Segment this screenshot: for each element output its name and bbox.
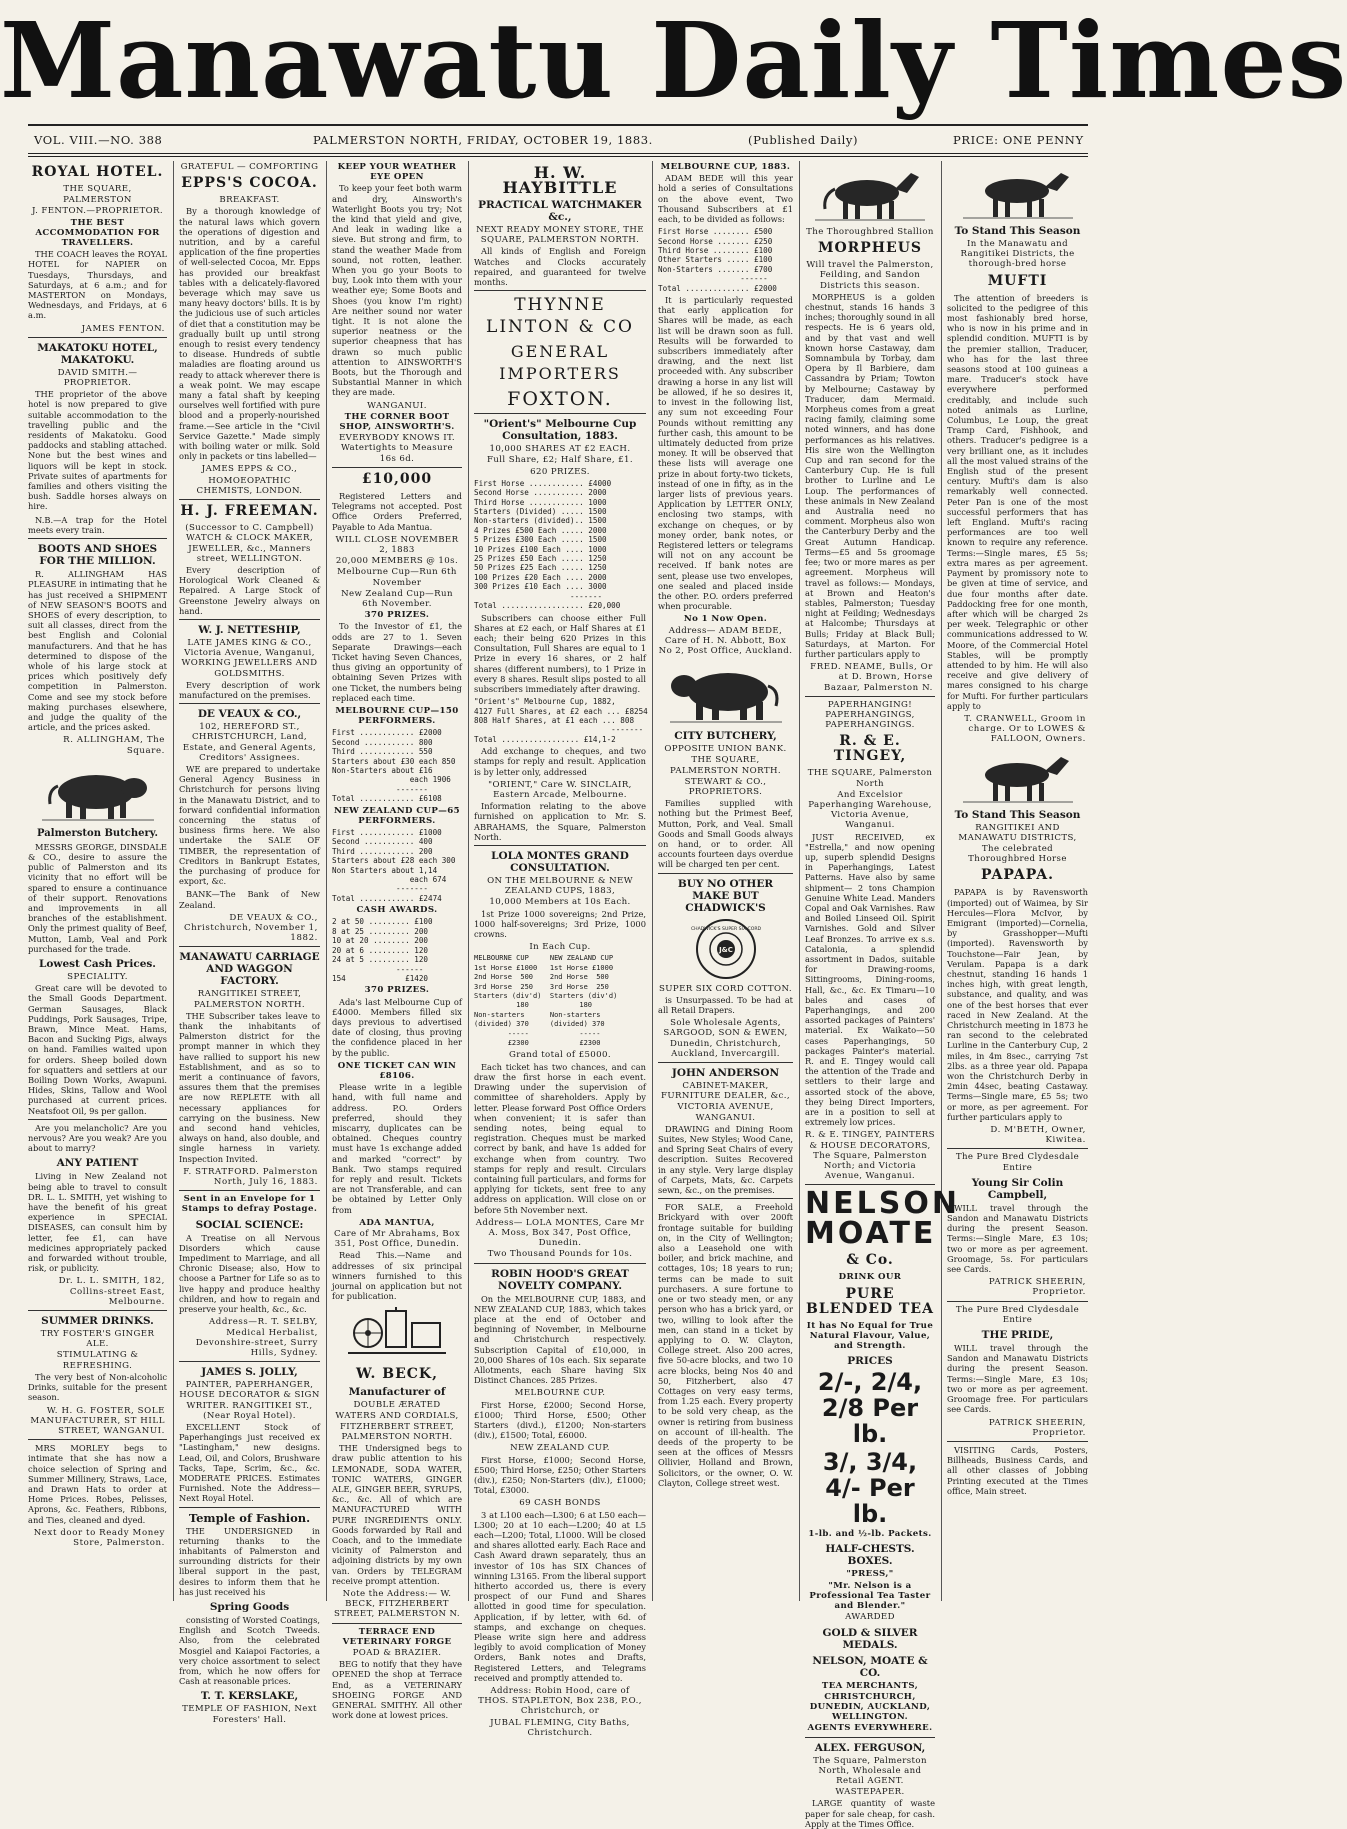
nelson-body: It has No Equal for True Natural Flavour, Value, and Strength.	[806, 1320, 934, 1352]
lola-montes-table: MELBOURNE CUP NEW ZEALAND CUP 1st Horse £1000 1st Horse £1000 2nd Horse 500 2nd Horse 500 3rd Horse 250 3rd Horse 250 Starters (div'd) Starters (div'd) 180 180 Non-starters Non-starters (divided) 370 (divided) 370 ----- ----- £2300 £2300	[474, 954, 618, 1048]
the-pride: THE PRIDE,	[981, 1329, 1054, 1342]
masthead-title: Manawatu Daily Times	[0, 0, 1347, 122]
two-thousand-pounds: Two Thousand Pounds for 10s.	[487, 1249, 633, 1260]
beck-signature: Note the Address:— W. BECK, FITZHERBERT STREET, PALMERSTON N.	[333, 1589, 461, 1620]
mufti-body: The attention of breeders is solicited to the pedigree of this most fashionably bred horse, who is now in his prime and in splendid condition. MUFTI is by the premier stallion, Traducer, who has for the last three seasons stood at 100 guineas a mare. Traducer's stock have everywhere performed creditably, and include such noted animals as Lurline, Columbus, Le Loup, the great Tramp Card, Fishhook, and others. Traducer's pedigree is a very brilliant one, as it includes all the most valued strains of the English stud of the present century. Mufti's dam is also remarkably well connected. Peter Pan is one of the most successful performers that has left England. Mufti's racing performances are too well known to require any reference. Terms:—Single mares, £5 5s; extra mares as per agreement. Payment by promissory note to be given at time of service, and due four months after date. Paddocking free for one month, after which will be charged 2s per week. Telegraphic or other communications addressed to W. Moore, of the Commercial Hotel Stables, will be promptly attended to by him. He will also receive and give delivery of mares consigned to his charge for Mufti. For further particulars apply to	[947, 292, 1088, 711]
thynne-linton-sub: GENERAL IMPORTERS	[499, 342, 621, 384]
kerslake-signature: T. T. KERSLAKE,	[200, 1690, 299, 1703]
sweep-body: Registered Letters and Telegrams not accepted. Post Office Orders Preferred, Payable to Ada Mantua.	[332, 490, 462, 532]
columns	[28, 161, 1088, 1829]
ox-illustration-icon	[666, 660, 786, 726]
orient-shares: 10,000 SHARES AT £2 EACH.	[489, 444, 631, 455]
wastepaper-title: WASTEPAPER.	[835, 1787, 905, 1798]
morpheus-title: MORPHEUS	[817, 240, 923, 257]
nelson-awarded: AWARDED	[845, 1612, 895, 1623]
nelson-prices-2: 3/, 3/4, 4/- Per lb.	[822, 1448, 918, 1529]
divider	[947, 1301, 1088, 1302]
column-2	[179, 161, 320, 1725]
jolly-sub: PAINTER, PAPERHANGER, HOUSE DECORATOR & SIGN WRITER. RANGITIKEI ST., (Near Royal Hotel).	[179, 1380, 320, 1421]
pride-signature: PATRICK SHEERIN, Proprietor.	[988, 1417, 1086, 1438]
adam-bede-table: First Horse ........ £500 Second Horse ....... £250 Third Horse ........ £100 Other Starters ..... £100 Non-Starters ....... £700 ------ Total .............. £2000	[658, 227, 777, 293]
column-3	[332, 161, 462, 1721]
nelson-moate-co: & Co.	[846, 1252, 894, 1269]
butchery-speciality: SPECIALITY.	[67, 971, 128, 982]
divider	[474, 413, 646, 414]
beck-title: W. BECK,	[356, 1366, 438, 1383]
makatoku-hotel-title: MAKATOKU HOTEL, MAKATOKU.	[37, 341, 158, 366]
city-butchery-body: Families supplied with nothing but the Primest Beef, Mutton, Pork, and Veal. Small Goods and Small Goods always on hand, or to order. All accounts fourteen days overdue will be charged ten per cent.	[658, 798, 793, 870]
city-butchery-address: THE SQUARE, PALMERSTON NORTH.	[669, 755, 781, 776]
nelson-medals: GOLD & SILVER MEDALS.	[822, 1626, 918, 1651]
sweep-cash-awards: CASH AWARDS.	[356, 905, 438, 916]
column-rule	[173, 161, 174, 1601]
patient-title: ANY PATIENT	[56, 1157, 139, 1170]
lola-montes-members: 10,000 Members at 10s Each.	[489, 897, 631, 908]
epps-body: By a thorough knowledge of the natural laws which govern the operations of digestion and nutrition, and by a careful application of the fine properties of well-selected Cocoa, Mr. Epps has provided our breakfast tables with a delicately-flavored beverage which may save us many heavy doctors' bills. It is by the judicious use of such articles of diet that a constitution may be gradually built up until strong enough to resist every tendency to disease. Hundreds of subtle maladies are floating around us ready to attack wherever there is a weak point. We may escape many a fatal shaft by keeping ourselves well fortified with pure blood and a properly-nourished frame.—See article in the "Civil Service Gazette." Made simply with boiling water or milk. Sold only in packets or tins labelled—	[179, 206, 320, 462]
wastepaper-body: LARGE quantity of waste paper for sale cheap, for cash. Apply at the Times Office.	[805, 1798, 935, 1829]
city-butchery-proprietors: STEWART & CO., PROPRIETORS.	[684, 776, 767, 797]
divider	[947, 1441, 1088, 1442]
horse-illustration-2-icon	[959, 749, 1077, 805]
tingey-signature: R. & E. TINGEY, PAINTERS & HOUSE DECORATORS, The Square, Palmerston North; and Victoria Avenue, Wanganui.	[805, 1130, 935, 1182]
divider	[179, 1507, 320, 1508]
nelson-press: "PRESS,"	[846, 1569, 894, 1580]
stand-season-sub: In the Manawatu and Rangitikei Districts, the thorough-bred horse	[960, 239, 1075, 270]
deveaux-bank: BANK—The Bank of New Zealand.	[179, 889, 320, 910]
tingey-body: JUST RECEIVED, ex "Estrella," and now opening up, superb splendid Designs in Paperhangings, Latest Patterns. Have also by same shipment— 2 tons Champion Genuine White Lead. Manders Copal and Oak Varnishes. Raw and Boiled Linseed Oil. Spirit Varnishes. Gold and Silver Leaf Bronzes. To arrive ex s.s. Catalonia, a splendid assortment in Dados, suitable for Drawing-rooms, Sittingrooms, Dining-rooms, Hall, &c., &c. Ex Timaru—10 bales and cases of Paperhangings, and 200 assorted packages of Painters' material. Ex Waikato—50 cases Paperhangings, 50 packages Painter's material. R. and E. Tingey would call the attention of the Trade and settlers to their large and assorted stock of the above, they being Direct Importers, are in a position to sell at extremely low prices.	[805, 831, 935, 1128]
column-rule	[326, 161, 327, 1601]
thynne-linton-title: THYNNE LINTON & CO	[486, 295, 634, 338]
chadwicks-seal-icon	[690, 918, 761, 980]
carriage-factory-body: THE Subscriber takes leave to thank the inhabitants of Palmerston district for the prompt manner in which they have rallied to support his new Establishment, and as so to merit a continuance of favors, assures them that the premises are now REPLETE with all necessary appliances for carrying on the business. New and second hand vehicles, always on hand, also double, and single harness in variety. Inspection Invited.	[179, 1010, 320, 1164]
divider	[28, 1439, 167, 1440]
orient-1882-table: "Orient's" Melbourne Cup, 1882, 4127 Full Shares, at £2 each ... £8254 808 Half Shares, at £1 each ... 808 ------- Total ................. £14,1-2	[474, 697, 648, 744]
divider	[658, 1198, 793, 1199]
sweep-melbourne-cup: Melbourne Cup—Run 6th November	[337, 567, 457, 588]
nelson-chests: HALF-CHESTS. BOXES.	[825, 1543, 915, 1568]
haybittle-title: H. W. HAYBITTLE	[502, 163, 618, 197]
jolly-title: JAMES S. JOLLY,	[201, 1366, 298, 1379]
robin-hood-body-2: First Horse, £2000; Second Horse, £1000; Third Horse, £500; Other Starters (divd.), £1200; Non-starters (div.), £1500; Total, £6000.	[474, 1399, 646, 1441]
orient-body-3: Information relating to the above furnished on application to Mr. S. ABRAHAMS, the Square, Palmerston North.	[474, 801, 646, 842]
divider	[179, 946, 320, 947]
butchery-body: MESSRS GEORGE, DINSDALE & CO., desire to assure the public of Palmerston and its vicinity that no effort will be spared to ensure a continuance of their support. Renovations and improvements in all branches of the establishment. Only the primest quality of Beef, Mutton, Lamb, Veal and Pork purchased for the trade.	[28, 841, 167, 954]
anderson-sub: CABINET-MAKER, FURNITURE DEALER, &c.,	[660, 1081, 791, 1102]
papapa-body: PAPAPA is by Ravensworth (imported) out of Waimea, by Sir Hercules—Flora McIvor, by Emigrant (imported)—Cornelia, by Grasshopper—Mufti (imported). Ravensworth by Touchstone—Fair Jean, by Verulam. Papapa is a dark chestnut, standing 16 hands 1 inches high, with great length, substance, and quality, and was one of the best horses that ever raced in New Zealand. At the Christchurch meeting in 1873 he ran second to the celebrated Lurline in the Canterbury Cup, 2 miles, in 4m 8sec., carrying 7st 2lbs. as a three year old. Papapa won the Christchurch Derby in 2min 44sec, beating Castaway. Terms—Single mare, £5 5s; two or more, as per agreement. For further particulars apply to	[947, 887, 1088, 1122]
royal-hotel-body: THE COACH leaves the ROYAL HOTEL for NAPIER on Tuesdays, Thursdays, and Saturdays, at 6 a.m.; and for MASTERTON on Mondays, Wednesdays, and Fridays, at 6 a.m.	[28, 249, 167, 321]
sweep-prizes: 370 PRIZES.	[364, 610, 430, 621]
freeman-sub: (Successor to C. Campbell) WATCH & CLOCK MAKER, JEWELLER, &c., Manners street, WELLINGTON.	[185, 523, 314, 564]
pride-body: WILL travel through the Sandon and Manawatu Districts during the present Season. Terms:—Single Mare, £3 10s; two or more as per agreement. Groomage free. For particulars see Cards.	[947, 1343, 1088, 1415]
adam-bede-body-2: It is particularly requested that early application for Shares will be made, as each list will be drawn soon as full. Results will be forwarded to subscribers immediately after drawing, and the next list proceeded with. Any subscriber drawing a horse in any list will be allowed, if he so desires it, to invest in the following list, any sum not exceeding Four Pounds without remitting any further cash, this amount to be ultimately deducted from prize money. It will be observed that these lists will average one prize in about forty-two tickets, instead of one in fifty, as in the larger lists of previous years. Application by LETTER ONLY, enclosing two stamps, with exchange on cheques, or by money order, bank notes, or Registered letters or telegrams will not on any account be received. If bank notes are sent, please use two envelopes, one sealed and placed inside the other. P.O. orders preferred when procurable.	[658, 295, 793, 612]
column-rule	[652, 161, 653, 1601]
fashion-body: THE UNDERSIGNED in returning thanks to the inhabitants of Palmerston and surrounding districts for their liberal support in the past, desires to inform them that he has just received his	[179, 1525, 320, 1597]
stand-season-2-sub-2: The celebrated Thoroughbred Horse	[968, 843, 1067, 865]
orient-body: Subscribers can choose either Full Shares at £2 each, or Half Shares at £1 each; their being 620 Prizes in this Consultation, Full Shares are equal to 1 Prize in every 16 shares, or 2 half shares (different numbers), to 1 Prize in every 8 shares. Result slips posted to all subscribers immediately after drawing.	[474, 612, 646, 694]
divider	[28, 1310, 167, 1311]
makatoku-note: N.B.—A trap for the Hotel meets every train.	[28, 514, 167, 535]
divider	[658, 873, 793, 874]
divider	[658, 1062, 793, 1063]
freeman-title: H. J. FREEMAN.	[180, 503, 319, 520]
papapa-title: PAPAPA.	[981, 867, 1054, 884]
sweep-nz-cup: New Zealand Cup—Run 6th November.	[341, 588, 453, 609]
chadwicks-title: BUY NO OTHER MAKE BUT CHADWICK'S	[677, 877, 774, 914]
haybittle-body: All kinds of English and Foreign Watches and Clocks accurately repaired, and guaranteed for twelve months.	[474, 246, 646, 288]
adam-bede-signature: Address— ADAM BEDE, Care of H. N. Abbott, Box No 2, Post Office, Auckland.	[658, 625, 793, 656]
carriage-factory-title: MANAWATU CARRIAGE AND WAGGON FACTORY.	[179, 951, 320, 988]
haybittle-address: NEXT READY MONEY STORE, THE SQUARE, PALMERSTON NORTH.	[476, 225, 644, 246]
carriage-factory-sub: RANGITIKEI STREET, PALMERSTON NORTH.	[193, 989, 305, 1010]
chadwicks-sub: SUPER SIX CORD COTTON.	[658, 983, 793, 994]
kerslake-signature-2: TEMPLE OF FASHION, Next Foresters' Hall.	[182, 1704, 317, 1725]
boots-signature: R. ALLINGHAM, The Square.	[63, 735, 165, 756]
adam-bede-body: ADAM BEDE will this year hold a series of Consultations on the above event, Two Thousand Subscribers at £1 each, to be divided as follows:	[658, 173, 793, 225]
sweep-nz-table: First ............ £1000 Second ........... 400 Third ............ 200 Starters about £28 each 300 Non Starters about 1,14 each 674 ------- Total ............ £2474	[332, 828, 456, 903]
price: PRICE: ONE PENNY	[953, 133, 1084, 147]
deveaux-body: WE are prepared to undertake General Agency Business in Christchurch for persons living in the Manawatu District, and to forward confidential information concerning the status of business firms here. We also undertake the SALE OF TIMBER, the representation of Creditors in Bankrupt Estates, the purchasing of produce for export, &c.	[179, 763, 320, 887]
forge-body: BEG to notify that they have OPENED the shop at Terrace End, as a VETERINARY SHOEING FORGE AND GENERAL SMITHY. All other work done at lowest prices.	[332, 1659, 462, 1721]
nelson-packets: 1-lb. and ½-lb. Packets.	[808, 1529, 932, 1540]
divider	[474, 290, 646, 291]
butchery-lowest-prices: Lowest Cash Prices.	[39, 957, 156, 970]
papapa-signature: D. M'BETH, Owner, Kiwitea.	[990, 1125, 1086, 1146]
adam-bede-open: No 1 Now Open.	[683, 614, 768, 625]
masthead-rule	[28, 124, 1088, 126]
epps-tagline: GRATEFUL — COMFORTING	[180, 162, 319, 172]
carriage-factory-signature: F. STRATFORD. Palmerston North, July 16, 1883.	[183, 1166, 318, 1188]
dateline	[28, 129, 1088, 151]
seal-center-text: J&C	[718, 945, 733, 954]
pride-title: The Pure Bred Clydesdale Entire	[955, 1304, 1080, 1325]
divider	[179, 1190, 320, 1191]
royal-hotel-sub: THE SQUARE,	[63, 184, 132, 194]
nelson-pure-tea: PURE BLENDED TEA	[806, 1285, 934, 1317]
melbourne-cup-title: MELBOURNE CUP, 1883.	[660, 162, 791, 172]
makatoku-body: THE proprietor of the above hotel is now prepared to give suitable accommodation to the travelling public and the residents of Makatoku. Good paddocks and stabling attached. None but the best wines and liquors will be kept in stock. Private suites of apartments for families and others visiting the bush. Saddle horses always on hire.	[28, 389, 167, 512]
tingey-sub-2: And Excelsior Paperhanging Warehouse, Victoria Avenue, Wanganui.	[808, 789, 932, 831]
mufti-signature: T. CRANWELL, Groom in charge. Or to LOWES & FALLOON, Owners.	[964, 713, 1086, 745]
freeman-body: Every description of Horological Work Cleaned & Repaired. A Large Stock of Greenstone Jewelry always on hand.	[179, 564, 320, 616]
jolly-body: EXCELLENT Stock of Paperhangings just received ex "Lastingham," new designs. Lead, Oil, and Colors, Brushware Tacks, Tape, Scrim, &c., &c. MODERATE PRICES. Estimates Furnished. Note the Address—Next Royal Hotel.	[179, 1421, 320, 1504]
mufti-title: MUFTI	[987, 272, 1048, 289]
stand-season-title: To Stand This Season	[954, 225, 1081, 237]
robin-hood-body: On the MELBOURNE CUP, 1883, and NEW ZEALAND CUP, 1883, which takes place at the end of October and beginning of November, in Melbourne and Christchurch respectively. Subscription Capital of £10,000, in 20,000 Shares of 10s each. Six separate Allotments, each Share having Six Distinct Chances. 285 Prizes.	[474, 1293, 646, 1386]
lola-montes-sub: ON THE MELBOURNE & NEW ZEALAND CUPS, 1883,	[487, 876, 633, 897]
social-science-title: SOCIAL SCIENCE:	[195, 1218, 304, 1231]
patient-body: Living in New Zealand not being able to travel to consult DR. L. L. SMITH, yet wishing to have the benefit of his great experience in SPECIAL DISEASES, can consult him by letter, fee £1, can have medicines appropriately packed and forwarded without trouble, risk, or publicity.	[28, 1171, 167, 1274]
horse-illustration-icon	[959, 165, 1077, 221]
lola-montes-body: 1st Prize 1000 sovereigns; 2nd Prize, 1000 half-sovereigns; 3rd Prize, 1000 crowns.	[474, 908, 646, 940]
orient-title: "Orient's" Melbourne Cup Consultation, 1883.	[483, 418, 637, 443]
epps-cocoa-title: EPPS'S COCOA.	[181, 175, 318, 192]
sweep-body-2: To the Investor of £1, the odds are 27 to 1. Seven Separate Drawings—each Ticket having Seven Chances, thus giving an opportunity of obtaining Seven Prizes with one Ticket, the numbers being replaced each time.	[332, 621, 462, 703]
column-rule	[468, 161, 469, 1601]
patient-signature: Dr. L. L. SMITH, 182, Collins-street East, Melbourne.	[58, 1276, 165, 1307]
orient-prizes: 620 PRIZES.	[530, 466, 590, 477]
sweep-melbourne-table: First ............ £2000 Second ........... 800 Third ............ 550 Starters about £30 each 850 Non-Starters about £16 each 1906 ------- Total ............ £6108	[332, 728, 456, 804]
epps-signature: JAMES EPPS & CO.,	[201, 464, 298, 475]
ada-mantua-signature: ADA MANTUA,	[359, 1217, 435, 1228]
robin-hood-signature: Address: Robin Hood, care of THOS. STAPLETON, Box 238, P.O., Christchurch, or	[478, 1686, 642, 1717]
divider	[28, 538, 167, 539]
volume-number: VOL. VIII.—NO. 388	[34, 133, 163, 147]
beck-address: FITZHERBERT STREET, PALMERSTON NORTH.	[339, 1421, 455, 1443]
sweep-members: 20,000 MEMBERS @ 10s.	[335, 556, 459, 567]
lola-montes-signature: Address— LOLA MONTES, Care Mr A. Moss, Box 347, Post Office, Dunedin.	[475, 1217, 645, 1249]
divider	[332, 1623, 462, 1624]
fountain-machine-illustration-icon	[342, 1305, 452, 1363]
divider	[179, 703, 320, 704]
clydesdale-signature: PATRICK SHEERIN, Proprietor.	[988, 1277, 1086, 1298]
morpheus-sub: Will travel the Palmerston, Feilding, and Sandon Districts this season.	[806, 260, 934, 291]
divider	[805, 696, 935, 697]
thynne-linton-foxton: FOXTON.	[507, 388, 613, 411]
orient-body-2: Add exchange to cheques, and two stamps for reply and result. Application is by letter only, addressed	[474, 746, 646, 777]
makatoku-proprietor: DAVID SMITH.—PROPRIETOR.	[57, 367, 138, 389]
orient-signature: "ORIENT," Care W. SINCLAIR, Eastern Arcade, Melbourne.	[488, 779, 632, 800]
wanganui-label: WANGANUI.	[367, 400, 427, 411]
robin-hood-cash-bonds: 69 CASH BONDS	[519, 1498, 601, 1509]
clydesdale-title: The Pure Bred Clydesdale Entire	[955, 1152, 1080, 1173]
sweep-body-4: Please write in a legible hand, with full name and address. P.O. Orders preferred, should they miscarry, duplicates can be obtained. Cheques country must have 1s exchange added and marked "correct" by Bank. Two stamps required for reply and result. Tickets are not Transferable, and can be obtained by Letter Only from	[332, 1082, 462, 1215]
summer-drinks-sub-2: STIMULATING & REFRESHING.	[56, 1350, 139, 1371]
sweep-close-date: WILL CLOSE NOVEMBER 2, 1883	[335, 534, 459, 555]
forge-proprietors: POAD & BRAZIER.	[352, 1648, 442, 1659]
dateline-rule	[28, 153, 1088, 154]
sweep-nz-performers: NEW ZEALAND CUP—65 PERFORMERS.	[333, 805, 461, 826]
nelson-merchants: TEA MERCHANTS,	[821, 1680, 919, 1691]
divider	[474, 845, 646, 846]
column-1	[28, 161, 167, 1601]
ferguson-sub: The Square, Palmerston North, Wholesale and Retail AGENT.	[813, 1755, 927, 1786]
epps-breakfast: BREAKFAST.	[219, 195, 280, 206]
chadwicks-body: is Unsurpassed. To be had at all Retail Drapers.	[658, 994, 793, 1016]
divider	[805, 1737, 935, 1738]
chadwicks-agents: Sole Wholesale Agents, SARGOOD, SON & EWEN, Dunedin, Christchurch, Auckland, Invercargill.	[663, 1018, 788, 1059]
city-butchery-title: CITY BUTCHERY,	[674, 730, 777, 743]
royal-hotel-signature: JAMES FENTON.	[81, 323, 165, 334]
morley-signature: Next door to Ready Money Store, Palmerston.	[33, 1527, 165, 1548]
divider	[179, 499, 320, 500]
lola-montes-each-cup: In Each Cup.	[529, 942, 591, 953]
robin-hood-body-3: First Horse, £1000; Second Horse, £500; Third Horse, £250; Other Starters (div.), £250; Non-Starters (div.), £1000; Total, £3000.	[474, 1454, 646, 1496]
column-5	[658, 161, 793, 1601]
weather-eye-title: KEEP YOUR WEATHER EYE OPEN	[337, 162, 457, 183]
tingey-title: R. & E. TINGEY,	[833, 733, 907, 765]
column-rule	[799, 161, 800, 1601]
sweep-cash-table: 2 at 50 ......... £100 8 at 25 ......... 200 10 at 20 ........ 200 20 at 6 ......... 120 24 at 5 ......... 120 ------ 154 £1420	[332, 917, 433, 983]
divider	[179, 1361, 320, 1362]
social-science-body: A Treatise on all Nervous Disorders which cause Impediment to Marriage, and all Chronic Disease; also, How to choose a Partner for Life so as to live happy and produce healthy children, and how to regain and preserve your health, &c., &c.	[179, 1232, 320, 1315]
divider	[332, 467, 462, 468]
palmerston-butchery-title: Palmerston Butchery.	[37, 827, 158, 839]
deveaux-signature: DE VEAUX & CO., Christchurch, November 1, 1882.	[183, 912, 318, 944]
morley-body: MRS MORLEY begs to intimate that she has now a choice selection of Spring and Summer Millinery, Straws, Lace, and Drawn Hats to order at Home Prices. Robes, Pelisses, Aprons, &c. Feathers, Ribbons, and Ties, cleaned and dyed.	[28, 1443, 167, 1525]
nelson-prices-label: PRICES	[847, 1355, 893, 1368]
sweep-370-prizes: 370 PRIZES.	[364, 985, 430, 996]
ada-mantua-address: Care of Mr Abrahams, Box 351, Post Office, Dunedin.	[334, 1228, 460, 1250]
nelson-agents: AGENTS EVERYWHERE.	[807, 1723, 933, 1734]
nelson-moate-title: NELSON MOATE	[805, 1186, 960, 1252]
orient-full-share: Full Share, £2; Half Share, £1.	[486, 455, 634, 466]
forge-title: TERRACE END VETERINARY FORGE	[342, 1626, 452, 1647]
divider	[805, 1184, 935, 1185]
nelson-cities: CHRISTCHURCH, DUNEDIN, AUCKLAND, WELLINGTON.	[809, 1691, 931, 1723]
anderson-body: DRAWING and Dining Room Suites, New Styles; Wood Cane, and Spring Seat Chairs of every description. Suites Recovered in any style. Very large display of Carpets, Mats, &c. Carpets sewn, &c., on the premises.	[658, 1123, 793, 1196]
morpheus-signature: FRED. NEAME, Bulls, Or at D. Brown, Horse Bazaar, Palmerston N.	[810, 662, 933, 693]
anderson-address: VICTORIA AVENUE, WANGANUI.	[677, 1102, 774, 1123]
summer-drinks-title: SUMMER DRINKS.	[41, 1315, 154, 1328]
morpheus-caption: The Thoroughbred Stallion	[806, 227, 934, 237]
seal-ring-text: CHADWICK'S SUPER SIX CORD	[690, 926, 761, 932]
summer-drinks-signature: W. H. G. FOSTER, SOLE MANUFACTURER, ST HILL STREET, WANGANUI.	[30, 1405, 165, 1436]
paperhanging-title: PAPERHANGING! PAPERHANGINGS, PAPERHANGINGS.	[825, 699, 915, 731]
summer-drinks-body: The very best of Non-alcoholic Drinks, suitable for the present season.	[28, 1371, 167, 1403]
city-butchery-opposite: OPPOSITE UNION BANK.	[664, 744, 787, 755]
lola-montes-body-2: Each ticket has two chances, and can draw the first horse in each event. Drawing under the supervision of committee of shareholders. Apply by letter. Please forward Post Office Orders when convenient; it is safer than sending notes, being equal to registration. Cheques must be marked correct by bank, and have 1s added for exchange when from country. Two stamps for reply and result. Circulars containing full particulars, and forms for applying for tickets, sent free to any address on application. Will close on or before 5th November next.	[474, 1061, 646, 1215]
sweep-body-3: Ada's last Melbourne Cup of £4000. Members filled six days previous to advertised date of closing, thus proving the confidence placed in her by the public.	[332, 996, 462, 1058]
weather-eye-body: To keep your feet both warm and dry, Ainsworth's Waterlight Boots you try; Not the kind that yield and give, And leak in wading like a sieve. But strong and firm, to stand the weather Made from sound, not rotten, leather. When you go your Boots to buy, Look into them with your weather eye; Some Boots and Shoes (you know I'm right) Are neither sound nor water tight. It is not alone the superior neatness or the superior cheapness that has drawn so much public attention to AINSWORTH'S Boots, but the Thorough and Substantial Manner in which they are made.	[332, 183, 462, 398]
fashion-body-2: consisting of Worsted Coatings, English and Scotch Tweeds. Also, from the celebrated Mosgiel and Kaiapoi Factories, a very choice assortment to select from, which he now offers for Cash at reasonable prices.	[179, 1614, 320, 1687]
column-4	[474, 161, 648, 1738]
stamps-note: Sent in an Envelope for 1 Stamps to defray Postage.	[181, 1194, 318, 1215]
nelson-prices-1: 2/-, 2/4, 2/8 Per lb.	[817, 1368, 923, 1449]
orient-prize-table: First Horse ............ £4000 Second Horse ........... 2000 Third Horse ............ 1000 Starters (Divided) ..... 1500 Non-starters (divided).. 1500 4 Prizes £500 Each ..... 2000 5 Prizes £300 Each ..... 1500 10 Prizes £100 Each .... 1000 25 Prizes £50 Each ..... 1250 50 Prizes £25 Each ..... 1250 100 Prizes £20 Each .... 2000 300 Prizes £10 Each .... 3000 ------- Total .................. £20,000	[474, 478, 621, 611]
ferguson-title: ALEX. FERGUSON,	[814, 1741, 926, 1754]
sweep-amount: £10,000	[361, 470, 433, 487]
royal-hotel-proprietor: J. FENTON.—PROPRIETOR.	[31, 206, 164, 217]
divider	[947, 1148, 1088, 1149]
beck-manufacturer: Manufacturer of	[348, 1386, 446, 1399]
royal-hotel-sub: PALMERSTON	[63, 195, 132, 206]
clydesdale-body: WILL travel through the Sandon and Manawatu Districts during the present Season. Terms:—Single Mare, £3 10s; two or more as per agreement. Groomage, 5s. For particulars see Cards.	[947, 1202, 1088, 1275]
butchery-body-2: Great care will be devoted to the Small Goods Department. German Sausages, Black Puddings, Pork Sausages, Tripe, Brawn, Mince Meat. Hams, Bacon and Sucking Pigs, always on hand. Families waited upon for orders. Sheep boiled down for squatters and settlers at our Boiling Down Works, Awapuni. Hides, Skins, Tallow and Wool purchased at current prices. Neatsfoot Oil, 9s per gallon.	[28, 983, 167, 1116]
published-daily: (Published Daily)	[748, 133, 859, 147]
divider	[474, 1263, 646, 1264]
royal-hotel-title: ROYAL HOTEL.	[31, 164, 164, 180]
corner-boot-shop-title: THE CORNER BOOT SHOP, AINSWORTH'S.	[339, 411, 455, 433]
haybittle-sub: PRACTICAL WATCHMAKER &c.,	[478, 199, 642, 223]
stallion-illustration-icon	[811, 165, 929, 223]
social-science-signature: Address—R. T. SELBY, Medical Herbalist, Devonshire-street, Surry Hills, Sydney.	[195, 1317, 318, 1358]
melancholy-ad: Are you melancholic? Are you nervous? Are you weak? Are you about to marry?	[28, 1122, 167, 1154]
robin-hood-title: ROBIN HOOD'S GREAT NOVELTY COMPANY.	[491, 1267, 629, 1292]
visiting-cards-ad: VISITING Cards, Posters, Billheads, Business Cards, and all other classes of Jobbing Printing executed at the Times office, Main street.	[947, 1444, 1088, 1496]
nelson-quote: "Mr. Nelson is a Professional Tea Taster and Blender."	[809, 1580, 931, 1612]
divider	[28, 1119, 167, 1120]
beck-aerated-waters: DOUBLE ÆRATED WATERS AND CORDIALS,	[335, 1400, 459, 1421]
sir-colin-campbell: Young Sir Colin Campbell,	[971, 1176, 1064, 1201]
deveaux-sub: 102, HEREFORD ST., CHRISTCHURCH, Land, Estate, and General Agents, Creditors' Assignees.	[182, 722, 317, 763]
anderson-title: JOHN ANDERSON	[671, 1067, 780, 1080]
boots-body: R. ALLINGHAM HAS PLEASURE in intimating that he has just received a SHIPMENT of NEW SEASON'S BOOTS and SHOES of every description, to suit all classes, direct from the best English and Colonial manufacturers. And that he has determined to dispose of the whole of his large stock at prices which positively defy competition in Palmerston. Come and see my stock before making purchases elsewhere, and judge the quality of the article, and the prices asked.	[28, 569, 167, 733]
stand-season-2-title: To Stand This Season	[954, 808, 1081, 821]
nettleship-body: Every description of work manufactured on the premises.	[179, 679, 320, 700]
robin-hood-body-4: 3 at L100 each—L300; 6 at L50 each—L300; 20 at 10 each—L200; 40 at L5 each—L200; Total, L1000. Will be closed and shares allotted early. Each Race and Cash Award drawn separately, thus an investor of 10s has SIX Chances of winning L3165. From the liberal support hitherto accorded us, there is every prospect of our Fund and Shares allotted in good time for speculation. Application, if by letter, with 6d. of stamps, and exchange on cheques. Please write sign here and address legibly to avoid complication of Money Orders, Bank notes and Drafts, Registered Letters, and Telegrams received and promptly attended to.	[474, 1509, 646, 1683]
royal-hotel-tagline: THE BEST ACCOMMODATION FOR TRAVELLERS.	[35, 217, 160, 249]
brickyard-for-sale: FOR SALE, a Freehold Brickyard with over 200ft frontage suitable for building on, in the City of Wellington; also a Leasehold one with boiler, and brick machine, and cottages, 10s; 18 years to run; terms can be made to suit purchasers. A sure fortune to one or two steady men, or any person who has a brick yard, or two, willing to look after the men, can stand in a ticket by applying to O. W. Clayton, College street. Also 200 acres, five 50-acre blocks, and two 10 acre blocks, being Nos 40 and 50, Fitzherbert, also 47 Cottages on very easy terms, from 1.25 each. Every property to be sold very cheap, as the owner is retiring from business on account of ill-health. The deeds of the property to be seen at the offices of Messrs Ollivier, Holland and Brown, Solicitors, or the owner, O. W. Clayton, College street west.	[658, 1202, 793, 1488]
place-date: PALMERSTON NORTH, FRIDAY, OCTOBER 19, 1883.	[313, 133, 653, 147]
temple-of-fashion-title: Temple of Fashion.	[188, 1510, 311, 1525]
spring-goods: Spring Goods	[209, 1600, 290, 1613]
summer-drinks-sub: TRY FOSTER'S GINGER ALE.	[40, 1329, 155, 1350]
column-7	[947, 161, 1088, 1601]
nettleship-sub: LATE JAMES KING & CO., Victoria Avenue, Wanganui, WORKING JEWELLERS AND GOLDSMITHS.	[181, 637, 318, 679]
sweep-read-this: Read This.—Name and addresses of six principal winners furnished to this journal on application but not for publication.	[332, 1250, 462, 1302]
robin-hood-melbourne: MELBOURNE CUP.	[514, 1388, 606, 1399]
nelson-drink-our: DRINK OUR	[838, 1272, 902, 1283]
epps-signature-2: HOMOEOPATHIC CHEMISTS, LONDON.	[196, 475, 303, 496]
corner-boot-shop-body: EVERYBODY KNOWS IT. Watertights to Measure 16s 6d.	[338, 433, 456, 464]
dateline-rule-2	[28, 156, 1088, 157]
beck-body: THE Undersigned begs to draw public attention to his LEMONADE, SODA WATER, TONIC WATERS, GINGER ALE, GINGER BEER, SYRUPS, &c., &c. All of which are MANUFACTURED WITH PURE INGREDIENTS ONLY. Goods forwarded by Rail and Coach, and to the immediate vicinity of Palmerston and adjoining districts by my own van. Orders by TELEGRAM receive prompt attention.	[332, 1443, 462, 1586]
lola-montes-grand-total: Grand total of £5000.	[508, 1050, 612, 1061]
robin-hood-nz: NEW ZEALAND CUP.	[510, 1443, 610, 1454]
sweep-one-ticket: ONE TICKET CAN WIN £8106.	[337, 1060, 457, 1081]
nettleship-title: W. J. NETTESHIP,	[198, 623, 301, 636]
divider	[28, 337, 167, 338]
boots-title: BOOTS AND SHOES FOR THE MILLION.	[37, 543, 158, 568]
robin-hood-signature-2: JUBAL FLEMING, City Baths, Christchurch.	[490, 1717, 630, 1738]
sweep-melbourne-performers: MELBOURNE CUP—150 PERFORMERS.	[335, 705, 459, 727]
morpheus-body: MORPHEUS is a golden chestnut, stands 16 hands 3 inches; thoroughly sound in all respects. He is 6 years old, and by that vast and well known horse Castaway, dam Somnambula by Torbay, dam Opera by Il Barbiere, dam Cassandra by Priam; Towton by Melbourne; Castaway by Traducer, dam Mermaid. Morpheus comes from a great racing family, claiming some noted winners, and has done performances as his relatives. His sire won the Wellington Cup and ran second for the Canterbury Cup. He is full brother to Lurline and Le Loup. The performances of these animals in New Zealand and Australia need no comment. Morpheus also won the Canterbury Derby and the Great Autumn Handicap. Terms—£5 and 5s groomage fee; two or more mares as per agreement. Morpheus will travel as follows:— Mondays, at Brown and Heaton's stables, Palmerston; Tuesday night at Feilding; Wednesdays at Halcombe; Thursdays at Bulls; Friday at Black Bull; Saturdays, at Marton. For further particulars apply to	[805, 291, 935, 659]
column-rule	[941, 161, 942, 1601]
lola-montes-title: LOLA MONTES GRAND CONSULTATION.	[491, 850, 629, 874]
tingey-sub: THE SQUARE, Palmerston North	[807, 768, 933, 789]
deveaux-title: DE VEAUX & CO.,	[197, 708, 302, 721]
bull-illustration-icon	[38, 760, 158, 824]
column-6	[805, 161, 960, 1829]
nelson-name-2: NELSON, MOATE & CO.	[812, 1654, 928, 1679]
divider	[179, 619, 320, 620]
stand-season-2-sub: RANGITIKEI AND MANAWATU DISTRICTS,	[958, 822, 1077, 843]
